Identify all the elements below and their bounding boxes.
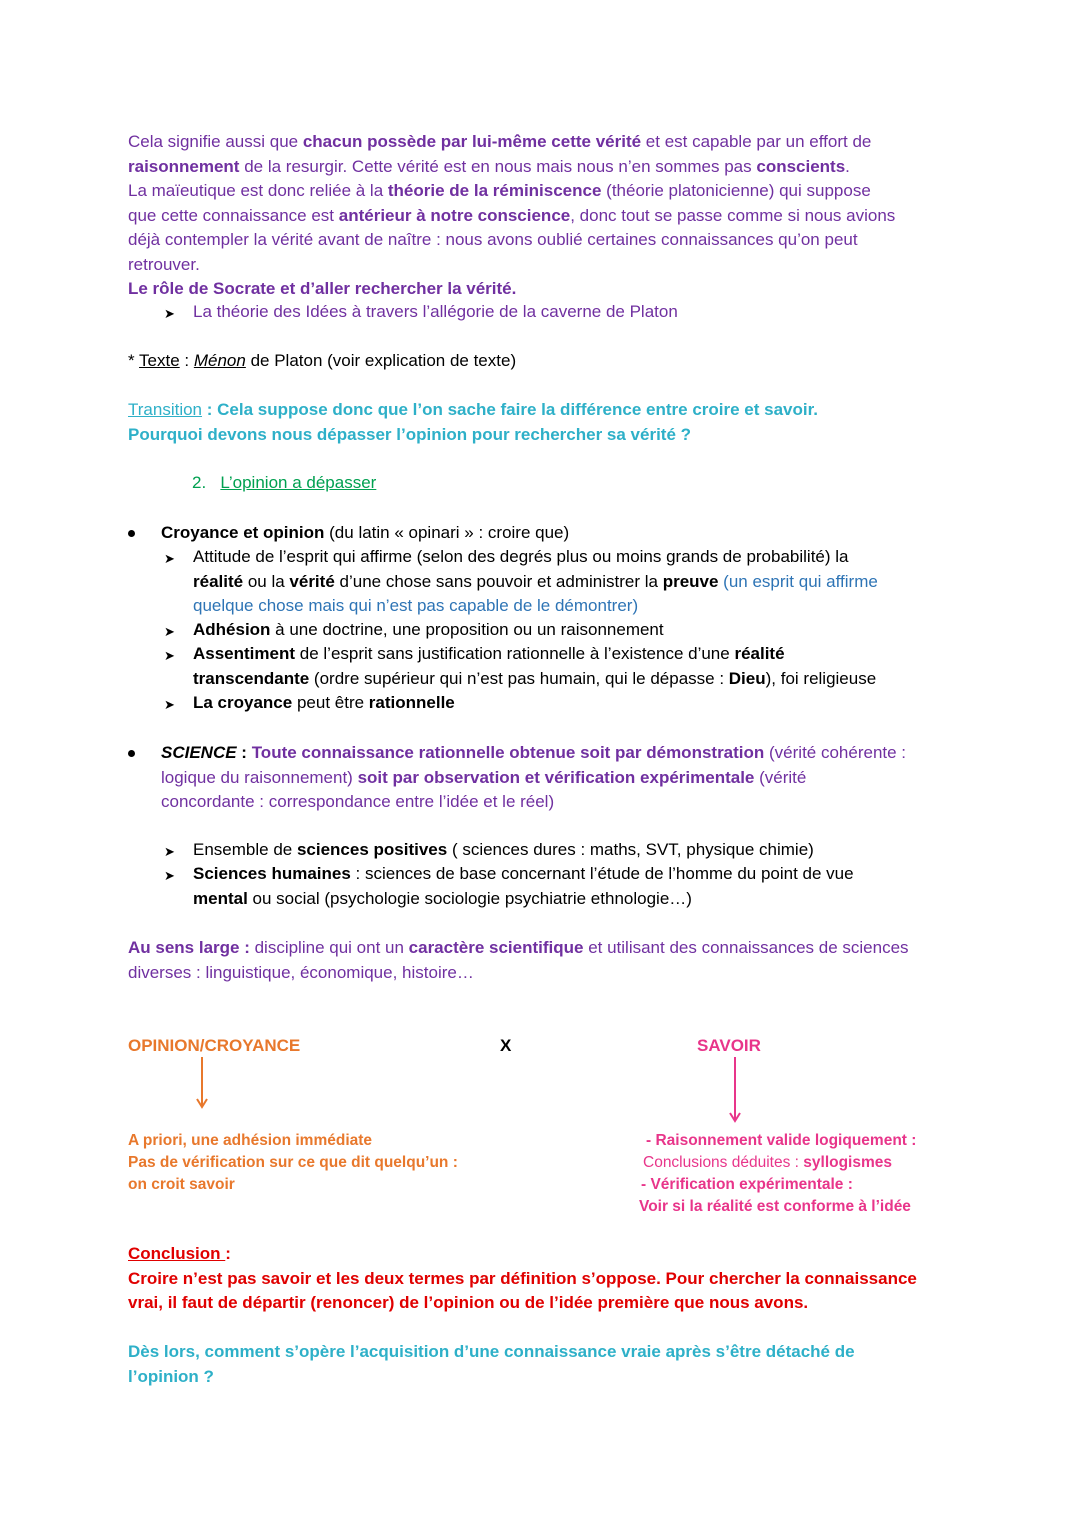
intro-paragraph: [128, 130, 958, 302]
bold-term: rationnelle: [368, 693, 455, 712]
transition-text: : Cela suppose donc que l’on sache faire la différence entre croire et savoir.: [202, 400, 818, 419]
ideas-line: La théorie des Idées à travers l’allégorie de la caverne de Platon: [193, 302, 678, 321]
opinion-line: A priori, une adhésion immédiate: [128, 1132, 373, 1149]
conclusion-text: vrai, il faut de départir (renoncer) de l’opinion ou de l’idée première que nous avons.: [128, 1293, 809, 1312]
savoir-line: - Vérification expérimentale :: [641, 1176, 853, 1193]
attitude-text: Attitude de l’esprit qui affirme (selon des degrés plus ou moins grands de probabilité) la: [193, 547, 849, 566]
intro-text: déjà contempler la vérité avant de naître : nous avons oublié certaines connaissances qu’on peut: [128, 230, 858, 249]
croyance-text: peut être: [292, 693, 369, 712]
final-question: [128, 1340, 958, 1389]
bold-term: transcendante: [193, 668, 310, 688]
intro-bold: antérieur à notre conscience: [338, 205, 571, 225]
assentiment-text: ), foi religieuse: [765, 668, 877, 688]
conclusion-paragraph: [128, 1242, 968, 1316]
section-title: L’opinion a dépasser: [220, 473, 377, 492]
arrow-bullet-icon: ➤: [164, 697, 175, 712]
arrow-bullet-icon: ➤: [164, 624, 175, 639]
croyance-heading: [161, 521, 951, 546]
intro-text: La maïeutique est donc reliée à la: [128, 181, 388, 200]
opinion-line: Pas de vérification sur ce que dit quelqu’un :: [128, 1154, 458, 1171]
savoir-bold: syllogismes: [803, 1154, 893, 1171]
texte-label: Texte: [139, 351, 180, 370]
savoir-description: [639, 1130, 916, 1218]
science-humaines: [193, 862, 953, 911]
science-list-text: : sciences de base concernant l’étude de l’homme du point de vue: [350, 864, 854, 883]
science-text: (vérité cohérente :: [764, 743, 907, 762]
intro-text: .: [845, 156, 850, 176]
opinion-line: on croit savoir: [128, 1176, 235, 1193]
sens-large-text: discipline qui ont un: [249, 938, 409, 957]
intro-bold: conscients: [756, 156, 846, 176]
science-list-text: ( sciences dures : maths, SVT, physique chimie): [447, 840, 814, 859]
bold-term: sciences positives: [296, 840, 448, 859]
texte-rest: de Platon (voir explication de texte): [245, 351, 517, 370]
attitude-text: ou la: [243, 571, 290, 591]
conclusion-text: Croire n’est pas savoir et les deux termes par définition s’oppose. Pour chercher la connaissance: [128, 1268, 917, 1288]
savoir-line: Conclusions déduites :: [643, 1154, 804, 1171]
bold-term: Sciences humaines: [193, 864, 351, 883]
question-text: Dès lors, comment s’opère l’acquisition d’une connaissance vraie après s’être détaché de: [128, 1342, 855, 1361]
savoir-line: Voir si la réalité est conforme à l’idée: [639, 1198, 911, 1215]
savoir-arrow-icon: [723, 1055, 747, 1127]
adhesion-text: à une doctrine, une proposition ou un raisonnement: [270, 620, 664, 639]
intro-bold: théorie de la réminiscence: [387, 181, 602, 200]
assentiment-text: (ordre supérieur qui n’est pas humain, qui le dépasse :: [309, 668, 729, 688]
bold-term: Adhésion: [193, 620, 271, 639]
bold-term: mental: [193, 888, 248, 908]
croyance-assentiment: [193, 642, 953, 691]
science-list-text: ou social (psychologie sociologie psychiatrie ethnologie…): [247, 888, 692, 908]
bold-term: réalité: [193, 571, 244, 591]
science-positives: [193, 838, 953, 863]
attitude-note: quelque chose mais qui n’est pas capable de le démontrer): [193, 596, 639, 615]
croyance-rationnelle: [193, 691, 953, 716]
transition-label: Transition: [128, 400, 203, 419]
savoir-line: - Raisonnement valide logiquement :: [646, 1132, 917, 1149]
book-title: Ménon: [193, 351, 246, 370]
conclusion-colon: :: [225, 1244, 231, 1263]
sens-large-bold: caractère scientifique: [408, 938, 584, 957]
intro-text: que cette connaissance est: [128, 205, 339, 225]
intro-bold: chacun possède par lui-même cette vérité: [302, 132, 642, 151]
attitude-text: d’une chose sans pouvoir et administrer la: [334, 571, 663, 591]
opinion-arrow-icon: [190, 1055, 214, 1113]
conclusion-label: Conclusion: [128, 1244, 226, 1263]
section-number: 2.: [192, 473, 207, 492]
arrow-bullet-icon: ➤: [164, 551, 175, 566]
star-marker: *: [128, 351, 140, 370]
opinion-croyance-title: OPINION/CROYANCE: [128, 1036, 301, 1055]
science-paragraph: [161, 741, 951, 815]
attitude-note: (un esprit qui affirme: [718, 571, 878, 591]
bullet-dot: [128, 530, 135, 537]
science-bold: soit par observation et vérification expérimentale: [357, 767, 755, 787]
croyance-title: Croyance et opinion: [161, 523, 325, 542]
arrow-bullet-icon: ➤: [164, 306, 175, 321]
croyance-attitude: [193, 545, 953, 619]
transition-paragraph: [128, 398, 958, 447]
intro-text: de la resurgir. Cette vérité est en nous mais nous n’en sommes pas: [239, 156, 757, 176]
section-2-heading: [192, 471, 952, 496]
intro-text: retrouver.: [128, 254, 200, 274]
question-text: l’opinion ?: [128, 1366, 214, 1386]
sens-large-label: Au sens large :: [128, 938, 250, 957]
sens-large-text: et utilisant des connaissances de sciences: [583, 938, 909, 957]
science-list-text: Ensemble de: [193, 840, 297, 859]
intro-bold: raisonnement: [128, 156, 240, 176]
bold-term: réalité: [734, 644, 785, 663]
bold-term: La croyance: [193, 693, 293, 712]
science-bold: Toute connaissance rationnelle obtenue soit par démonstration: [251, 743, 765, 762]
croyance-title-rest: (du latin « opinari » : croire que): [324, 523, 570, 542]
science-text: logique du raisonnement): [161, 767, 358, 787]
socrate-role-line: Le rôle de Socrate et d’aller rechercher la vérité.: [128, 279, 517, 298]
bold-term: preuve: [662, 571, 719, 591]
science-text: (vérité: [754, 767, 807, 787]
science-title: SCIENCE: [161, 743, 237, 762]
bold-term: Dieu: [728, 668, 766, 688]
opinion-description: [128, 1130, 458, 1196]
intro-text: (théorie platonicienne) qui suppose: [601, 181, 871, 200]
intro-text: Cela signifie aussi que: [128, 132, 303, 151]
assentiment-text: de l’esprit sans justification rationnelle à l’existence d’une: [295, 644, 735, 663]
bullet-dot: [128, 750, 135, 757]
intro-text: et est capable par un effort de: [641, 132, 872, 151]
versus-x: X: [500, 1036, 512, 1055]
sens-large-paragraph: [128, 936, 958, 985]
texte-line: [128, 349, 958, 374]
arrow-bullet-icon: ➤: [164, 648, 175, 663]
sens-large-text: diverses : linguistique, économique, histoire…: [128, 962, 474, 982]
savoir-title: SAVOIR: [697, 1036, 761, 1055]
science-colon: :: [236, 743, 252, 762]
bold-term: vérité: [289, 571, 335, 591]
intro-text: , donc tout se passe comme si nous avions: [570, 205, 896, 225]
transition-question: Pourquoi devons nous dépasser l’opinion pour rechercher sa vérité ?: [128, 424, 692, 444]
arrow-bullet-icon: ➤: [164, 868, 175, 883]
science-text: concordante : correspondance entre l’idée et le réel): [161, 792, 555, 811]
bold-term: Assentiment: [193, 644, 296, 663]
croyance-adhesion: [193, 618, 953, 643]
texte-colon: :: [179, 351, 194, 370]
arrow-bullet-icon: ➤: [164, 844, 175, 859]
